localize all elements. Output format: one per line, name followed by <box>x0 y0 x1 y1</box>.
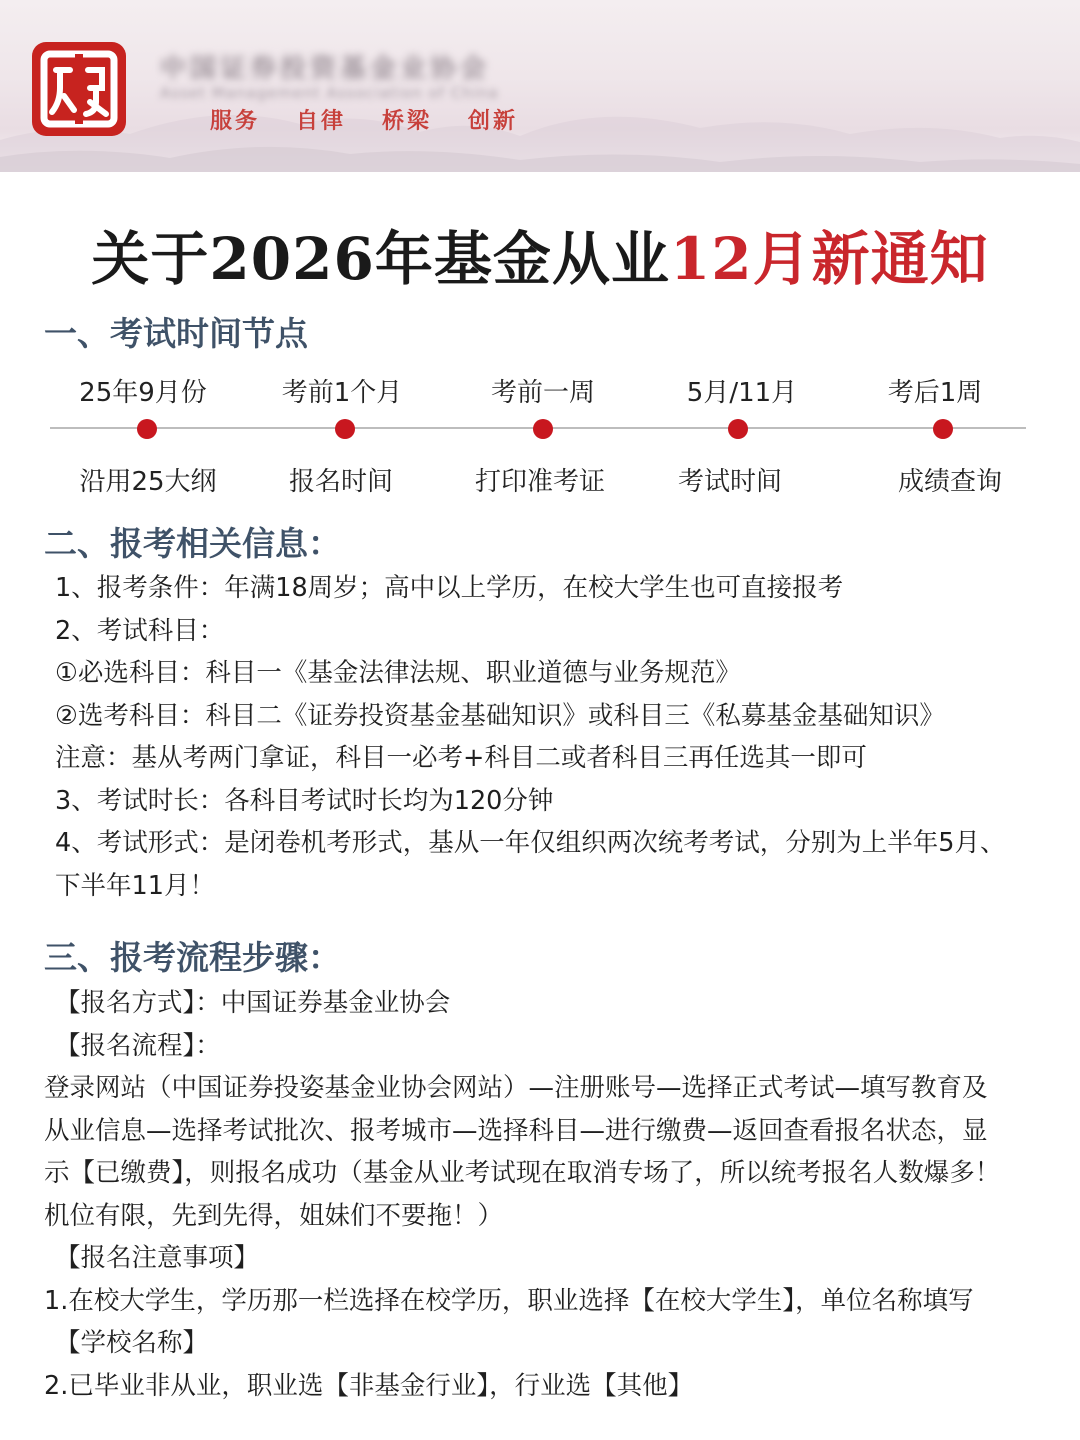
section-heading-exam-timeline: 一、考试时间节点 <box>44 314 308 353</box>
info-line: 下半年11月！ <box>55 870 215 901</box>
timeline-top-label: 考后1周 <box>887 378 983 408</box>
step-line: 1.在校大学生，学历那一栏选择在校学历，职业选择【在校大学生】，单位名称填写 <box>44 1285 974 1316</box>
slogan <box>210 104 518 135</box>
slogan-item: 创新 <box>468 108 519 134</box>
info-line: ②选考科目：科目二《证券投资基金基础知识》或科目三《私募基金基础知识》 <box>55 700 945 731</box>
info-line: 注意：基从考两门拿证，科目一必考+科目二或者科目三再任选其一即可 <box>55 743 867 773</box>
timeline-dot <box>728 419 748 439</box>
step-line: 示【已缴费】，则报名成功（基金从业考试现在取消专场了，所以统考报名人数爆多！ <box>44 1158 1001 1188</box>
info-line: 1、报考条件：年满18周岁；高中以上学历，在校大学生也可直接报考 <box>55 573 844 603</box>
slogan-item: 服务 <box>210 108 261 134</box>
info-line: 3、考试时长：各科目考试时长均为120分钟 <box>55 785 554 816</box>
timeline-dot <box>137 419 157 439</box>
timeline-top-label: 5月/11月 <box>686 378 798 408</box>
step-line: 2.已毕业非从业，职业选【非基金行业】，行业选【其他】 <box>44 1370 694 1401</box>
association-name-en: Asset Management Association of China <box>160 84 499 102</box>
slogan-item: 桥梁 <box>382 108 433 134</box>
info-line: ①必选科目：科目一《基金法律法规、职业道德与业务规范》 <box>55 658 741 688</box>
step-line: 【报名方式】：中国证券基金业协会 <box>55 988 451 1018</box>
title-black: 关于2026年基金从业 <box>91 225 670 293</box>
timeline-bottom-label: 成绩查询 <box>897 467 1002 497</box>
association-logo-icon <box>30 40 128 138</box>
info-line: 2、考试科目： <box>55 615 225 646</box>
step-line: 从业信息—选择考试批次、报考城市—选择科目—进行缴费—返回查看报名状态，显 <box>44 1115 988 1146</box>
timeline-bottom-label: 打印准考证 <box>474 467 605 497</box>
timeline-bottom-label: 考试时间 <box>677 467 782 497</box>
section-heading-registration-steps: 三、报考流程步骤： <box>44 938 341 977</box>
timeline-dot <box>335 419 355 439</box>
timeline-bottom-label: 报名时间 <box>288 467 393 497</box>
timeline-dot <box>533 419 553 439</box>
slogan-item: 自律 <box>296 108 347 134</box>
registration-info-body <box>44 567 1065 907</box>
step-line: 机位有限，先到先得，姐妹们不要拖！） <box>44 1200 504 1231</box>
info-line: 4、考试形式：是闭卷机考形式，基从一年仅组织两次统考考试，分别为上半年5月、 <box>55 828 1006 858</box>
step-line: 【学校名称】 <box>55 1328 209 1358</box>
timeline-top-label: 考前1个月 <box>281 378 403 408</box>
step-line: 登录网站（中国证券投姿基金业协会网站）—注册账号—选择正式考试—填写教育及 <box>44 1073 988 1103</box>
timeline-bottom-label: 沿用25大纲 <box>79 467 217 497</box>
step-line: 【报名流程】： <box>55 1030 221 1061</box>
step-line: 【报名注意事项】 <box>55 1243 260 1273</box>
association-name: 中国证券投资基金业协会 <box>160 54 491 84</box>
page-title <box>0 212 1080 296</box>
section-heading-registration-info: 二、报考相关信息： <box>44 524 341 563</box>
timeline-top-label: 25年9月份 <box>79 378 207 408</box>
timeline-top-label: 考前一周 <box>490 378 595 408</box>
header-banner <box>0 0 1080 172</box>
title-red: 12月新通知 <box>669 225 989 293</box>
timeline-dot <box>933 419 953 439</box>
registration-steps-body <box>44 982 1054 1407</box>
